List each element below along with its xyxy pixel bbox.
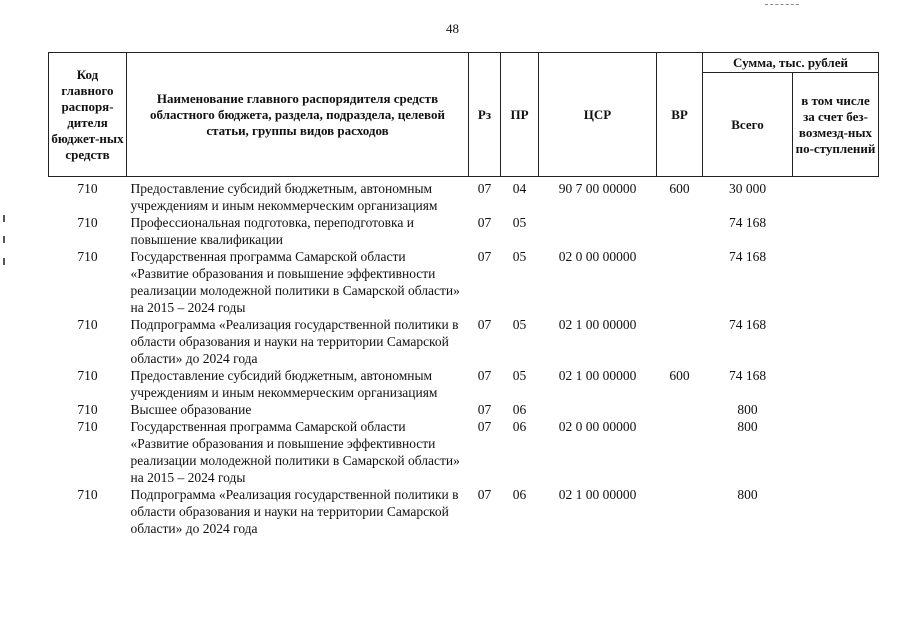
cell-csr: 02 1 00 00000 <box>558 487 637 502</box>
page-number: 48 <box>446 21 459 36</box>
cell-vr <box>657 418 703 486</box>
cell-total: 74 168 <box>728 215 767 230</box>
header-sum-group: Сумма, тыс. рублей <box>703 53 879 73</box>
cell-csr: 02 0 00 00000 <box>558 249 637 264</box>
cell-csr <box>539 214 657 248</box>
header-free: в том числе за счет без-возмезд-ных по-ступлений <box>793 73 879 177</box>
cell-csr: 02 1 00 00000 <box>558 317 637 332</box>
cell-free <box>793 401 879 418</box>
cell-name: Подпрограмма «Реализация государственной политики в области образования и науки на территории Самарской области» до 2024 года <box>130 317 459 366</box>
cell-total: 800 <box>737 419 758 434</box>
cell-name: Предоставление субсидий бюджетным, автономным учреждениям и иным некоммерческим организациям <box>130 368 438 400</box>
cell-vr <box>657 248 703 316</box>
cell-vr <box>657 401 703 418</box>
table-row <box>49 248 879 316</box>
cell-code: 710 <box>77 317 98 332</box>
table-body <box>49 177 879 538</box>
table-row <box>49 401 879 418</box>
cell-rz: 07 <box>477 181 492 196</box>
budget-table <box>48 52 879 537</box>
cell-name: Высшее образование <box>130 402 252 417</box>
cell-name: Профессиональная подготовка, переподготовка и повышение квалификации <box>130 215 414 247</box>
cell-code: 710 <box>77 402 98 417</box>
cell-pr: 05 <box>512 317 527 332</box>
cell-total: 30 000 <box>728 181 767 196</box>
cell-name: Государственная программа Самарской области «Развитие образования и повышение эффективности реализации молодежной политики в Самарской области» на 2015 – 2024 годы <box>130 249 460 315</box>
cell-rz: 07 <box>477 402 492 417</box>
cell-code: 710 <box>77 181 98 196</box>
scan-mark <box>3 258 5 265</box>
cell-rz: 07 <box>477 249 492 264</box>
table-row <box>49 214 879 248</box>
cell-total: 800 <box>737 402 758 417</box>
cell-vr <box>657 316 703 367</box>
cell-free <box>793 248 879 316</box>
cell-csr: 02 0 00 00000 <box>558 419 637 434</box>
header-total: Всего <box>703 73 793 177</box>
scan-mark <box>3 236 5 243</box>
cell-rz: 07 <box>477 215 492 230</box>
cell-pr: 06 <box>512 419 527 434</box>
cell-free <box>793 418 879 486</box>
cell-code: 710 <box>77 368 98 383</box>
cell-vr <box>657 214 703 248</box>
header-vr: ВР <box>657 53 703 177</box>
cell-name: Государственная программа Самарской области «Развитие образования и повышение эффективности реализации молодежной политики в Самарской области» на 2015 – 2024 годы <box>130 419 460 485</box>
cell-pr: 05 <box>512 368 527 383</box>
cell-csr <box>539 401 657 418</box>
cell-code: 710 <box>77 487 98 502</box>
table-row <box>49 418 879 486</box>
header-csr: ЦСР <box>539 53 657 177</box>
cell-free <box>793 316 879 367</box>
cell-name: Предоставление субсидий бюджетным, автономным учреждениям и иным некоммерческим организациям <box>130 181 438 213</box>
cell-vr <box>657 486 703 537</box>
cell-rz: 07 <box>477 487 492 502</box>
table-row <box>49 486 879 537</box>
cell-vr: 600 <box>669 181 690 196</box>
cell-pr: 05 <box>512 249 527 264</box>
cell-vr: 600 <box>669 368 690 383</box>
cell-total: 74 168 <box>728 317 767 332</box>
cell-code: 710 <box>77 419 98 434</box>
header-rz: Рз <box>469 53 501 177</box>
cell-total: 800 <box>737 487 758 502</box>
cell-rz: 07 <box>477 317 492 332</box>
cell-pr: 06 <box>512 487 527 502</box>
cell-pr: 04 <box>512 181 527 196</box>
header-name: Наименование главного распорядителя средств областного бюджета, раздела, подраздела, целевой статьи, группы видов расходов <box>127 53 469 177</box>
table-row <box>49 177 879 215</box>
cell-free <box>793 214 879 248</box>
cell-total: 74 168 <box>728 249 767 264</box>
cell-free <box>793 177 879 215</box>
cell-free <box>793 367 879 401</box>
cell-rz: 07 <box>477 419 492 434</box>
cell-code: 710 <box>77 249 98 264</box>
cell-pr: 05 <box>512 215 527 230</box>
cell-rz: 07 <box>477 368 492 383</box>
cell-total: 74 168 <box>728 368 767 383</box>
cell-code: 710 <box>77 215 98 230</box>
scan-mark <box>3 215 5 222</box>
cell-free <box>793 486 879 537</box>
header-code: Код главного распоря-дителя бюджет-ных средств <box>49 53 127 177</box>
cell-csr: 02 1 00 00000 <box>558 368 637 383</box>
table-row <box>49 316 879 367</box>
table-row <box>49 367 879 401</box>
header-pr: ПР <box>501 53 539 177</box>
table-header <box>49 53 879 177</box>
cell-name: Подпрограмма «Реализация государственной политики в области образования и науки на территории Самарской области» до 2024 года <box>130 487 459 536</box>
scan-mark <box>765 4 799 6</box>
cell-pr: 06 <box>512 402 527 417</box>
cell-csr: 90 7 00 00000 <box>558 181 637 196</box>
